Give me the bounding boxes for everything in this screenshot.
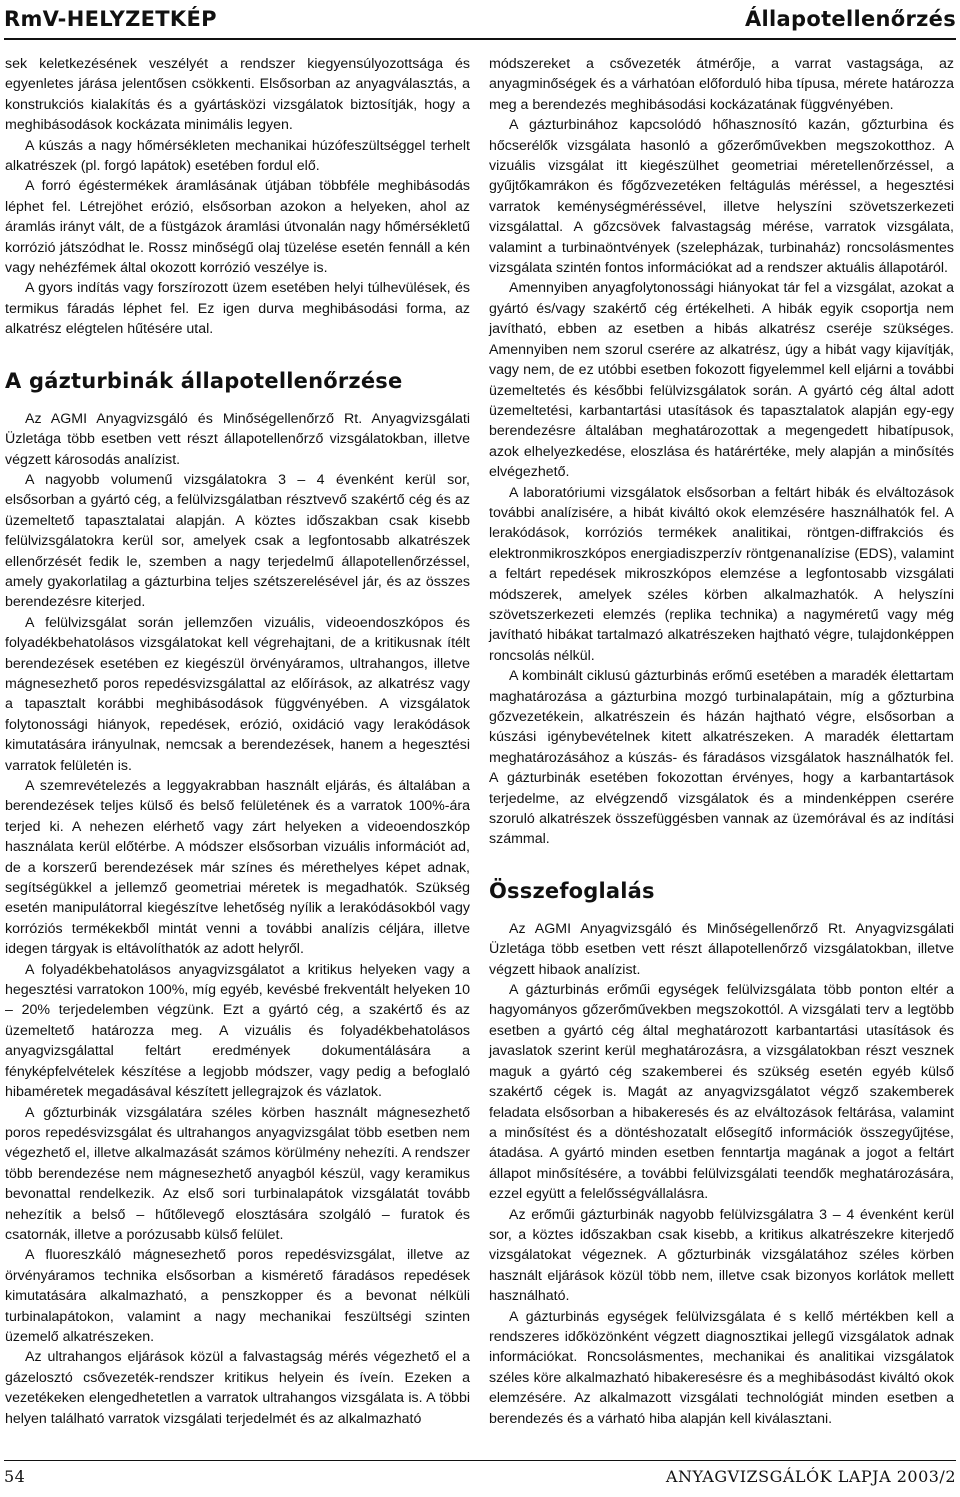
page-footer	[4, 1460, 956, 1486]
paragraph: A kúszás a nagy hőmérsékleten mechanikai húzófeszültséggel terhelt alkatrészek (pl. forgó lapátok) esetében fordul elő.	[5, 137, 470, 175]
page-number: 54	[4, 1467, 26, 1486]
section-heading: Összefoglalás	[489, 878, 655, 903]
paragraph: A nagyobb volumenű vizsgálatokra 3 – 4 évenként kerül sor, elsősorban a gyártó cég, a felülvizsgálatban résztvevő szakértő cég és az üzemeltető tapasztalatai alapján. A köztes időszakban csak kisebb felülvizsgálatokra kerül sor, amelyek csak a legfontosabb alkatrészek ellenőrzését fedik le, szemben a nagy terjedelmű állapotellenőrzéssel, amely gyakorlatilag a gázturbina teljes szétszerelésével jár, és az összes berendezésre kiterjed.	[5, 471, 470, 611]
paragraph: Az AGMI Anyagvizsgáló és Minőségellenőrző Rt. Anyagvizsgálati Üzletága több esetben vett részt állapotellenőrző vizsgálatokban, illetve végzett hibaok analízist.	[489, 920, 954, 978]
paragraph: A fluoreszkáló mágnesezhető poros repedésvizsgálat, illetve az örvényáramos technika elsősorban a kismérető fáradásos repedések kimutatására alkalmazható, a penszkopper és a bevonat nélküli turbinalapátokon, valamint a nagy mechanikai feszültségi szinten üzemelő alkatrészeken.	[5, 1247, 470, 1345]
right-column	[489, 54, 954, 1429]
paragraph: A gyors indítás vagy forszírozott üzem esetében helyi túlhevülések, és termikus fáradás léphet fel. Ez igen durva meghibásodási forma, az alkatrész elégtelen hűtésére utal.	[5, 280, 470, 338]
paragraph: A gázturbinás erőműi egységek felülvizsgálata több ponton eltér a hagyományos gőzerőművekben megszokottól. A vizsgálati terv a legtöbb esetben a gyártó cég által meghatározott karbantartási utasítások és javaslatok szerint kerül meghatározásra, a vizsgálatokban részt vesznek maguk a gyártó cég szakemberei és szükség esetén egyéb külső szakértő cégek is. Magát az anyagvizsgálatot végző szakemberek feladata elsősorban a hibakeresés és az elváltozások feltárása, valamint a minősítést és a döntéshozatalt elősegítő információk összegyűjtése, átadása. A gyártó minden esetben fenntartja magának a jogot a feltárt állapot minősítésére, a további felülvizsgálati teendők meghatározására, ezzel együtt a felelősségvállalásra.	[489, 982, 954, 1203]
topic-title: Állapotellenőrzés	[745, 7, 956, 31]
paragraph: Az ultrahangos eljárások közül a falvastagság mérés végezhető el a gázelosztó csővezeték-rendszer kritikus helyein és íveín. Ezeken a vezetékeken elengedhetetlen a varratok ultrahangos vizsgálata is. A többi helyen található varratok vizsgálati terjedelmét és az alkalmazható	[5, 1349, 470, 1427]
paragraph: A gőzturbinák vizsgálatára széles körben használt mágnesezhető poros repedésvizsgálat és ultrahangos anyagvizsgálat több esetben nem végezhető el, illetve alkalmazását számos körülmény nehezíti. A rendszer több berendezése nem mágnesezhető anyagból készül, vagy keramikus bevonattal rendelkezik. Az első sori turbinalapátok vizsgálatát tovább nehezítik a belső – hűtőlevegő elosztására szolgáló – furatok és csatornák, illetve a porózusabb külső felület.	[5, 1104, 470, 1243]
paragraph: Az erőműi gázturbinák nagyobb felülvizsgálatra 3 – 4 évenként kerül sor, a köztes időszakban csak kisebb, a kritikus alkatrészekre kiterjedő vizsgálatokat végeznek. A gőzturbinák vizsgálatához széles körben használt eljárások közül több nem, illetve csak bizonyos korlátok mellett használható.	[489, 1206, 954, 1305]
paragraph: A gázturbinához kapcsolódó hőhasznosító kazán, gőzturbina és hőcserélők vizsgálata hasonló a gőzerőművekben megszokotthoz. A vizuális vizsgálat itt kiegészülhet geometriai méretellenőrzéssel, a gyűjtőkamrákon és főgőzvezetéken feltágulás méréssel, a hegesztési varratok keménységméréssével, illetve helyszíni szövetszerkezeti vizsgálattal. A gőzcsövek falvastagság mérése, varratok vizsgálata, valamint a turbinaöntvények (szelepházak, turbinaház) roncsolásmentes vizsgálata szintén fontos információkat ad a rendszer aktuális állapotáról.	[489, 117, 954, 277]
paragraph: A szemrevételezés a leggyakrabban használt eljárás, és általában a berendezések teljes külső és belső felületének és a varratok 100%-ára terjed ki. A nehezen elérhető vagy zárt helyeken a videoendoszkóp használata kerül előtérbe. A módszer elsősorban vizuális információt ad, de a korszerű berendezések már színes és mérethelyes képet adnak, segítségükkel a jellemző geometriai méretek is megadhatók. Szükség esetén manipulátorral kiegészítve lehetőség nyílik a lerakódásokból vagy korróziós termékekből mintát venni a további analízis céljára, illetve idegen tárgyak is eltávolíthatók az adott helyről.	[5, 778, 470, 958]
left-column	[5, 54, 470, 1429]
section-title: RmV-HELYZETKÉP	[4, 7, 217, 31]
page-header	[4, 0, 956, 40]
paragraph: sek keletkezésének veszélyét a rendszer kiegyensúlyozottsága és egyenletes járása jelentősen csökkenti. Elsősorban az anyagválasztás, a konstrukciós kialakítás és a gyártásközi vizsgálatok biztosítják, hogy a meghibásodások kockázata minimális legyen.	[5, 56, 470, 134]
paragraph: A gázturbinás egységek felülvizsgálata é s kellő mértékben kell a rendszeres időközönként végzett diagnosztikai jellegű vizsgálatok adnak információkat. Roncsolásmentes, mechanikai és analitikai vizsgálatok széles köre alkalmazható hibakeresésre és a meghibásodást kiváltó okok elemzésére. Az alkalmazott vizsgálati technológiát minden esetben a berendezés és a várható hiba alapján kell kiválasztani.	[489, 1308, 954, 1427]
paragraph: módszereket a csővezeték átmérője, a varrat vastagsága, az anyagminőségek és a várhatóan előforduló hiba típusa, mérete határozza meg a berendezés meghibásodási kockázatának függvényében.	[489, 56, 954, 113]
paragraph: A kombinált ciklusú gázturbinás erőmű esetében a maradék élettartam maghatározása a gázturbina mozgó turbinalapátain, míg a gőzturbina gőzvezetékein, alkatrészein és házán hajtható végre, elsősorban a kúszási igénybevételnek kitett alkatrészeken. A maradék élettartam meghatározásához a kúszás- és fáradásos vizsgálatok használhatók fel. A gázturbinák esetében fokozottan érvényes, hogy a karbantartások terjedelme, az elvégzendő vizsgálatok és a mindenképpen cserére szoruló alkatrészek összefüggésben vannak az üzemórával és az indítási számmal.	[489, 668, 954, 848]
paragraph: A laboratóriumi vizsgálatok elsősorban a feltárt hibák és elváltozások további analízisére, a hibát kiváltó okok elemzésére használhatók fel. A lerakódások, korróziós termékek analitikai, röntgen-diffrakciós és elektronmikroszkópos energiadiszperzív röntgenanalízise (EDS), valamint a feltárt repedések mikroszkópos elemzése a legfontosabb vizsgálati módszerek, amelyek széles körben alkalmazhatók. A helyszíni szövetszerkezeti elemzés (replika technika) a nagyméretű vagy még javítható hibákat tartalmazó alkatrészeken hajtható végre, tulajdonképpen roncsolás nélkül.	[489, 484, 954, 664]
paragraph: Az AGMI Anyagvizsgáló és Minőségellenőrző Rt. Anyagvizsgálati Üzletága több esetben vett részt állapotellenőrző vizsgálatokban, illetve végzett károsodás analízist.	[5, 410, 470, 468]
journal-name: ANYAGVIZSGÁLÓK LAPJA 2003/2	[665, 1467, 956, 1486]
section-heading: A gázturbinák állapotellenőrzése	[5, 368, 403, 393]
paragraph: Amennyiben anyagfolytonossági hiányokat tár fel a vizsgálat, azokat a gyártó és/vagy szakértő cég értékelheti. A hibák egyik csoportja nem javítható, ebben az esetben a hibás alkatrész cseréje szükséges. Amennyiben nem szorul cserére az alkatrész, úgy a hibát vagy kijavítják, vagy nem, de ez utóbbi esetben fokozott figyelemmel kell eljárni a további üzemeltetés és későbbi felülvizsgálatok során. A gyártó cég által adott üzemeltetési, karbantartási utasítások és tapasztalatok alapján egy-egy berendezésre általában meghatározottak a megengedett hibatípusok, azok elhelyezkedése, eloszlása és határértéke, mely alapján a minősítés elvégezhető.	[489, 280, 954, 481]
paragraph: A felülvizsgálat során jellemzően vizuális, videoendoszkópos és folyadékbehatolásos vizsgálatokat kell végrehajtani, de a kritikusnak ítélt berendezések esetében ez kiegészül örvényáramos, ultrahangos, illetve mágnesezhető poros repedésvizsgálattal az előírások, az alkatrész vagy a tapasztalt korábbi meghibásodások függvényében. A vizsgálatok folytonossági hiányok, repedések, erózió, oxidáció vagy lerakódások kimutatására irányulnak, nemcsak a berendezések, hanem a hegesztési varratok felületén is.	[5, 614, 470, 774]
paragraph: A folyadékbehatolásos anyagvizsgálatot a kritikus helyeken vagy a hegesztési varratokon 100%, míg egyéb, kevésbé frekventált helyeken 10 – 20% terjedelemben végzünk. Ezt a gyártó cég, a szakértő és az üzemeltető határozza meg. A vizuális és folyadékbehatolásos anyagvizsgálattal feltárt eredmények dokumentálására a fényképfelvételek készítése a legjobb módszer, vagy pedig a befoglaló hibaméretek megadásával készített jellegrajzok és vázlatok.	[5, 961, 470, 1101]
paragraph: A forró égéstermékek áramlásának útjában többféle meghibásodás léphet fel. Létrejöhet erózió, elsősorban azokon a helyeken, ahol az áramlás irányt vált, de a füstgázok áramlási útvonalán nagy hőmérsékletű korrózió játszódhat le. Rossz minőségű olaj tüzelése esetén fennáll a kén vagy nehézfémek által okozott korrózió veszélye is.	[5, 178, 470, 277]
